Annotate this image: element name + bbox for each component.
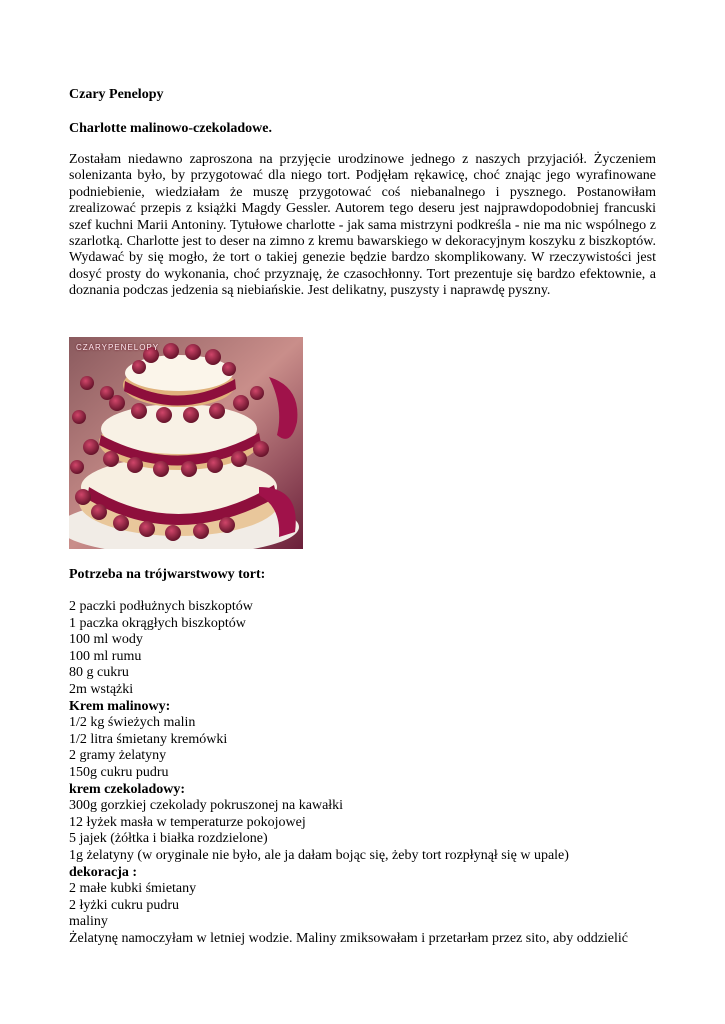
list-item: 2 paczki podłużnych biszkoptów <box>69 599 253 614</box>
list-item: 1g żelatyny (w oryginale nie było, ale ja dałam bojąc się, żeby tort rozpłynął się w upale) <box>69 847 569 863</box>
post-title: Charlotte malinowo-czekoladowe. <box>69 121 272 136</box>
decoration-heading: dekoracja : <box>69 864 138 880</box>
list-item: 12 łyżek masła w temperaturze pokojowej <box>69 814 306 830</box>
ingredients-heading: Potrzeba na trójwarstwowy tort: <box>69 567 266 582</box>
method-paragraph: Żelatynę namoczyłam w letniej wodzie. Maliny zmiksowałam i przetarłam przez sito, aby oddzielić <box>69 930 629 946</box>
list-item: maliny <box>69 914 108 930</box>
photo-watermark: CZARYPENELOPY <box>76 343 160 352</box>
list-item: 100 ml rumu <box>69 648 142 664</box>
chocolate-cream-heading: krem czekoladowy: <box>69 781 185 797</box>
list-item: 2 gramy żelatyny <box>69 748 167 764</box>
list-item: 1/2 litra śmietany kremówki <box>69 731 228 747</box>
list-item: 1/2 kg świeżych malin <box>69 715 196 731</box>
list-item: 2m wstążki <box>69 681 134 697</box>
blog-title: Czary Penelopy <box>69 87 164 102</box>
cake-photo <box>69 337 303 549</box>
raspberry-cream-heading: Krem malinowy: <box>69 698 171 714</box>
intro-paragraph: Zostałam niedawno zaproszona na przyjęcie urodzinowe jednego z naszych przyjaciół. Życzeniem solenizanta było, by przygotować dla niego tort. Podjęłam rękawicę, choć znając jego wyrafinowane podniebienie, wiedziałam że muszę przygotować coś niebanalnego i pysznego. Postanowiłam zrealizować przepis z książki Magdy Gessler. Autorem tego deseru jest najprawdopodobniej francuski szef kuchni Marii Antoniny. Tytułowe charlotte - jak sama mistrzyni podkreśla - nie ma nic wspólnego z szarlotką. Charlotte jest to deser na zimno z kremu bawarskiego w dekoracyjnym koszyku z biszkoptów. Wydawać by się mogło, że tort o takiej genezie będzie bardzo skomplikowany. W rzeczywistości jest dosyć prosty do wykonania, choć przyznaję, że czasochłonny. Tort prezentuje się bardzo efektownie, a doznania podczas jedzenia są niebiańskie. Jest delikatny, puszysty i naprawdę pyszny. <box>69 152 656 299</box>
list-item: 2 łyżki cukru pudru <box>69 897 180 913</box>
ingredients-list <box>69 599 656 947</box>
list-item: 2 małe kubki śmietany <box>69 881 197 897</box>
list-item: 100 ml wody <box>69 632 143 648</box>
list-item: 80 g cukru <box>69 665 129 681</box>
cake-illustration <box>69 337 303 549</box>
list-item: 5 jajek (żółtka i białka rozdzielone) <box>69 831 268 847</box>
list-item: 1 paczka okrągłych biszkoptów <box>69 615 246 631</box>
list-item: 300g gorzkiej czekolady pokruszonej na kawałki <box>69 798 344 814</box>
list-item: 150g cukru pudru <box>69 764 169 780</box>
